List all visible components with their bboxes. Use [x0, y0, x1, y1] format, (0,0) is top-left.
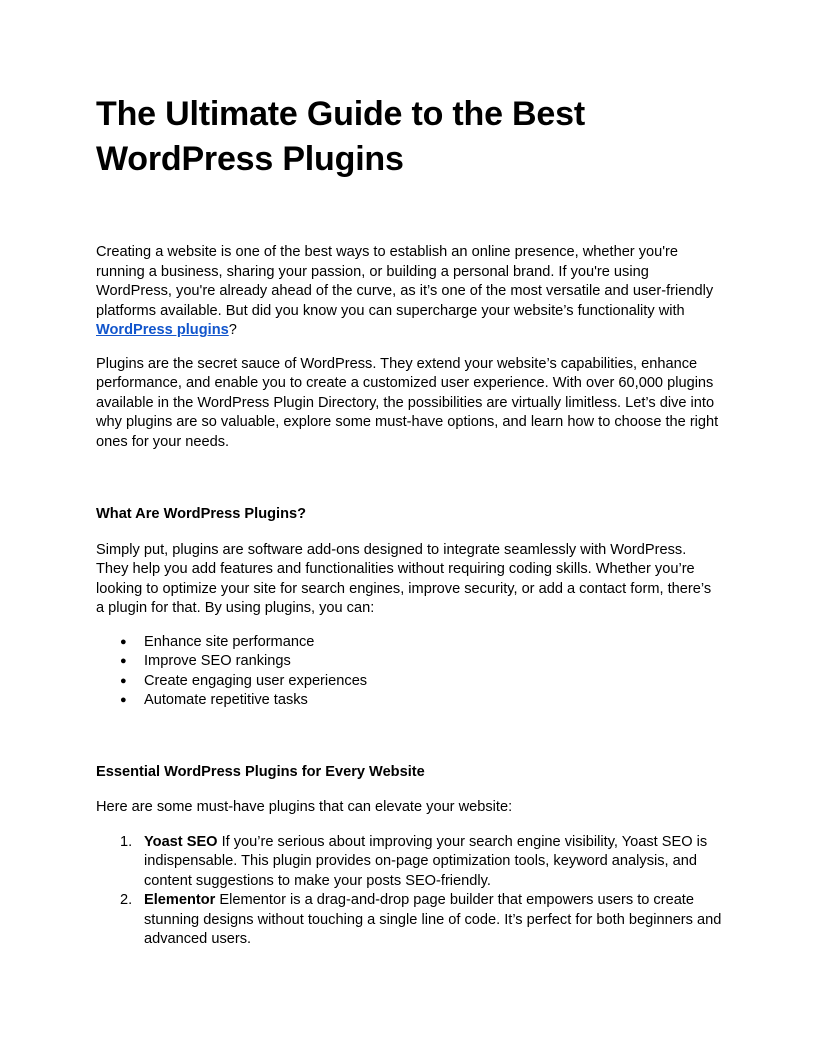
essential-plugins-paragraph: Here are some must-have plugins that can elevate your website:: [96, 799, 513, 815]
plugin-list-item-elementor: [96, 891, 722, 950]
plugin-name: Yoast SEO: [144, 833, 218, 850]
section-heading-essential-plugins: Essential WordPress Plugins for Every Website: [96, 763, 425, 780]
list-number: 2.: [120, 892, 133, 908]
intro-paragraph-2: Plugins are the secret sauce of WordPress. They extend your website’s capabilities, enhance performance, and enable you to create a customized user experience. With over 60,000 plugins available in the WordPress Plugin Directory, the possibilities are virtually limitless. Let’s dive into why plugins are so valuable, explore some must-have options, and learn how to choose the right ones for your needs.: [96, 355, 719, 450]
list-item: [96, 633, 722, 653]
document-title: The Ultimate Guide to the Best WordPress Plugins: [96, 95, 585, 178]
list-number: 1.: [120, 833, 133, 850]
what-are-plugins-paragraph: Simply put, plugins are software add-ons designed to integrate seamlessly with WordPress. They help you add features and functionalities without requiring coding skills. Whether you’re looking to optimize your site for search engines, improve security, or add a contact form, there’s a plugin for that. By using plugins, you can:: [96, 541, 712, 616]
list-item-text: Automate repetitive tasks: [144, 692, 308, 708]
plugin-name: Elementor: [144, 892, 216, 908]
benefits-list: [96, 633, 722, 711]
bullet-icon: ●: [120, 694, 127, 706]
bullet-icon: ●: [120, 674, 127, 687]
wordpress-plugins-link[interactable]: WordPress plugins: [96, 322, 229, 338]
list-item-text: Create engaging user experiences: [144, 672, 368, 689]
plugin-description: If you’re serious about improving your search engine visibility, Yoast SEO is indispensable. This plugin provides on-page optimization tools, keyword analysis, and content suggestions to make your posts SEO-friendly.: [144, 833, 708, 889]
list-item: [96, 652, 722, 672]
plugin-description: Elementor is a drag-and-drop page builder that empowers users to create stunning designs without touching a single line of code. It’s perfect for both beginners and advanced users.: [144, 892, 722, 947]
list-item: [96, 672, 722, 692]
list-item-text: Enhance site performance: [144, 633, 315, 650]
plugin-list-item-yoast-seo: [96, 833, 722, 892]
intro-text-after-link: ?: [228, 322, 237, 338]
bullet-icon: ●: [120, 655, 127, 667]
plugin-list: [96, 833, 722, 950]
intro-paragraph-1: [96, 243, 722, 341]
bullet-icon: ●: [120, 635, 127, 648]
list-item: [96, 691, 722, 711]
document-page: [96, 92, 722, 950]
section-heading-what-are-plugins: What Are WordPress Plugins?: [96, 506, 307, 522]
list-item-text: Improve SEO rankings: [144, 653, 291, 669]
intro-text-before-link: Creating a website is one of the best ways to establish an online presence, whether you're running a business, sharing your passion, or building a personal brand. If you're using WordPress, you're already ahead of the curve, as it’s one of the most versatile and user-friendly platforms available. But did you know you can supercharge your website’s functionality with: [96, 244, 714, 319]
